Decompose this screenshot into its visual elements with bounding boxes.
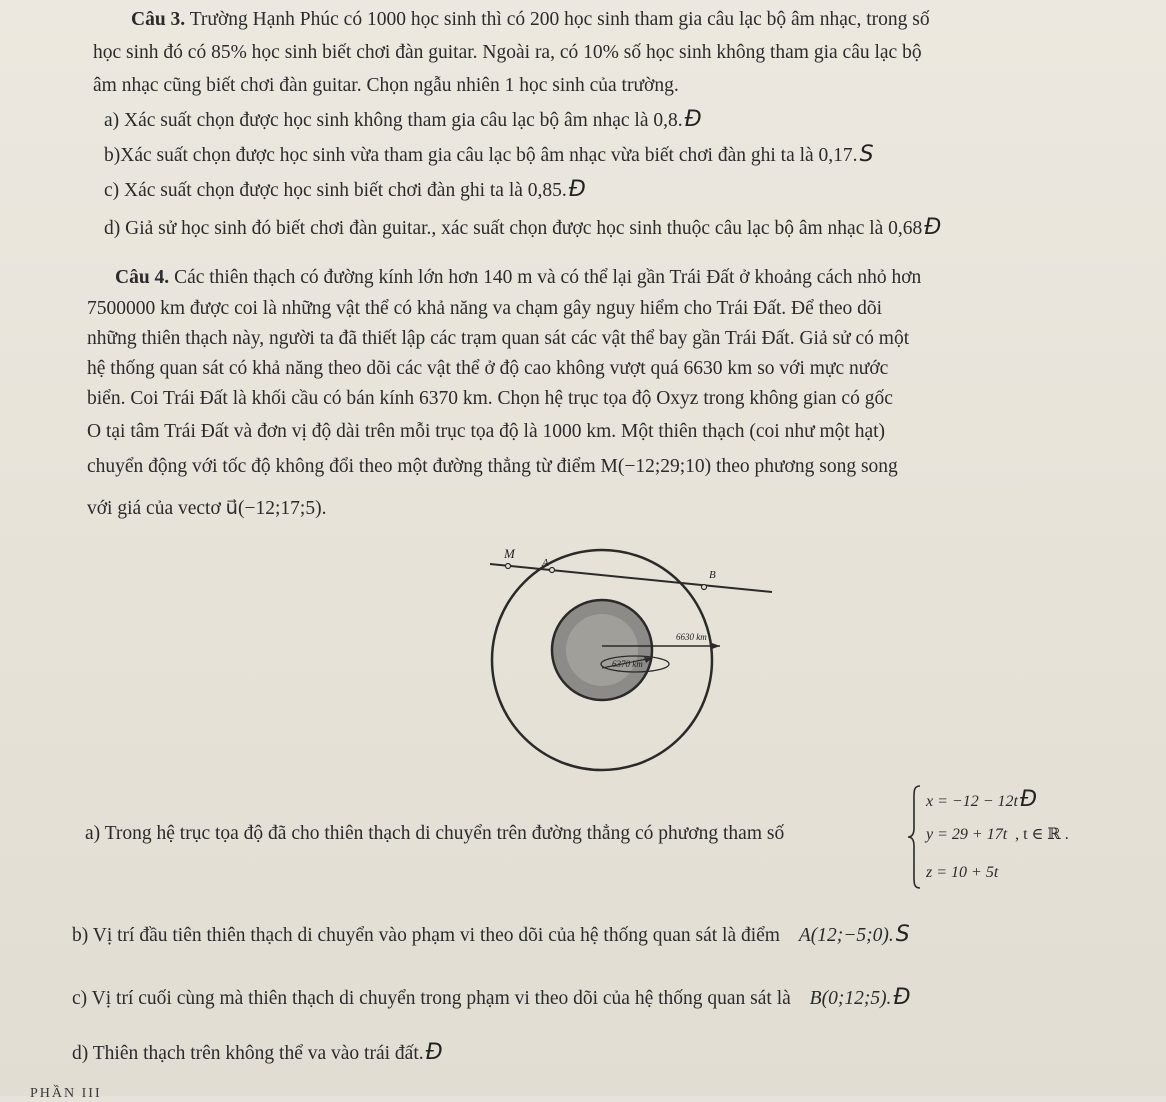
point-m xyxy=(506,564,511,569)
q3-statement-c-mark: Đ xyxy=(568,177,586,202)
label-inner-radius: 6370 km xyxy=(612,659,643,669)
q4-intro-3: những thiên thạch này, người ta đã thiết lập các trạm quan sát các vật thể bay gần Trái Đất. Giả sử có một xyxy=(87,328,910,349)
q3-statement-a xyxy=(104,107,702,133)
q4-statement-c xyxy=(72,985,911,1011)
label-outer-radius: 6630 km xyxy=(676,632,707,642)
system-y xyxy=(926,824,1069,844)
q3-line-1 xyxy=(131,8,930,31)
system-y-eq: y = 29 + 17t xyxy=(926,826,1008,843)
q3-statement-a-text: a) Xác suất chọn được học sinh không tham gia câu lạc bộ âm nhạc là 0,8. xyxy=(104,110,683,131)
q4-statement-b xyxy=(72,922,910,948)
q4-statement-d-text: d) Thiên thạch trên không thể va vào trái đất. xyxy=(72,1043,424,1064)
q4-statement-b-mark: S xyxy=(895,922,910,947)
q4-intro-6: O tại tâm Trái Đất và đơn vị độ dài trên mỗi trục tọa độ là 1000 km. Một thiên thạch (coi như một hạt) xyxy=(87,421,886,442)
point-a xyxy=(550,568,555,573)
q4-statement-a-mark: Đ xyxy=(1019,787,1037,812)
q4-intro-8: với giá của vectơ u⃗(−12;17;5). xyxy=(87,498,327,519)
q4-line-1 xyxy=(115,266,921,289)
orbit-figure xyxy=(480,540,780,775)
q4-intro-7: chuyển động với tốc độ không đổi theo một đường thẳng từ điểm M(−12;29;10) theo phương song song xyxy=(87,456,898,477)
footer-fragment: PHẦN III xyxy=(30,1086,102,1101)
q3-intro-3: âm nhạc cũng biết chơi đàn guitar. Chọn ngẫu nhiên 1 học sinh của trường. xyxy=(93,75,679,96)
q4-intro-2: 7500000 km được coi là những vật thể có khả năng va chạm gây nguy hiểm cho Trái Đất. Để theo dõi xyxy=(87,298,883,319)
system-z: z = 10 + 5t xyxy=(926,864,999,881)
q3-statement-b xyxy=(104,142,874,168)
label-a: A xyxy=(542,557,549,569)
outer-radius-arrowhead xyxy=(712,643,720,649)
q4-statement-d xyxy=(72,1040,443,1066)
q3-title: Câu 3. xyxy=(131,9,186,30)
q3-statement-b-mark: S xyxy=(859,142,874,167)
q3-statement-d-text: d) Giả sử học sinh đó biết chơi đàn guitar., xác suất chọn được học sinh thuộc câu lạc bộ âm nhạc là 0,68 xyxy=(104,218,923,239)
q4-statement-c-mark: Đ xyxy=(893,985,911,1010)
q4-intro-4: hệ thống quan sát có khả năng theo dõi các vật thể ở độ cao không vượt quá 6630 km so với mực nước xyxy=(87,358,889,379)
q3-statement-c-text: c) Xác suất chọn được học sinh biết chơi đàn ghi ta là 0,85. xyxy=(104,180,567,201)
q3-statement-d xyxy=(104,215,941,241)
q4-title: Câu 4. xyxy=(115,267,170,288)
q3-statement-c xyxy=(104,177,586,203)
point-b xyxy=(702,585,707,590)
q4-intro-1: Các thiên thạch có đường kính lớn hơn 140 m và có thể lại gần Trái Đất ở khoảng cách nhỏ hơn xyxy=(169,267,922,288)
q4-statement-c-point: B(0;12;5). xyxy=(809,988,892,1009)
q4-intro-5: biển. Coi Trái Đất là khối cầu có bán kính 6370 km. Chọn hệ trục tọa độ Oxyz trong không gian có gốc xyxy=(87,388,893,409)
q3-statement-d-mark: Đ xyxy=(924,215,942,240)
earth-shade xyxy=(566,614,638,686)
system-x xyxy=(926,787,1037,812)
system-x-eq: x = −12 − 12t xyxy=(926,793,1018,810)
q3-intro-2: học sinh đó có 85% học sinh biết chơi đàn guitar. Ngoài ra, có 10% số học sinh không tham gia câu lạc bộ xyxy=(93,42,922,63)
q4-statement-b-point: A(12;−5;0). xyxy=(798,925,894,946)
system-brace xyxy=(906,784,922,890)
q3-statement-b-text: b)Xác suất chọn được học sinh vừa tham gia câu lạc bộ âm nhạc vừa biết chơi đàn ghi ta là 0,17. xyxy=(104,145,858,166)
label-m: M xyxy=(504,546,515,561)
q4-statement-d-mark: Đ xyxy=(425,1040,443,1065)
q4-statement-b-text: b) Vị trí đầu tiên thiên thạch di chuyển vào phạm vi theo dõi của hệ thống quan sát là điểm xyxy=(72,925,780,946)
system-domain: , t ∈ ℝ . xyxy=(1015,826,1069,843)
label-b: B xyxy=(709,569,716,581)
trajectory-line xyxy=(490,564,772,592)
q3-intro-1: Trường Hạnh Phúc có 1000 học sinh thì có 200 học sinh tham gia câu lạc bộ âm nhạc, trong số xyxy=(185,9,930,30)
q4-statement-a: a) Trong hệ trục tọa độ đã cho thiên thạch di chuyển trên đường thẳng có phương tham số xyxy=(85,823,785,844)
q4-statement-c-text: c) Vị trí cuối cùng mà thiên thạch di chuyển trong phạm vi theo dõi của hệ thống quan sát là xyxy=(72,988,791,1009)
q3-statement-a-mark: Đ xyxy=(684,107,702,132)
